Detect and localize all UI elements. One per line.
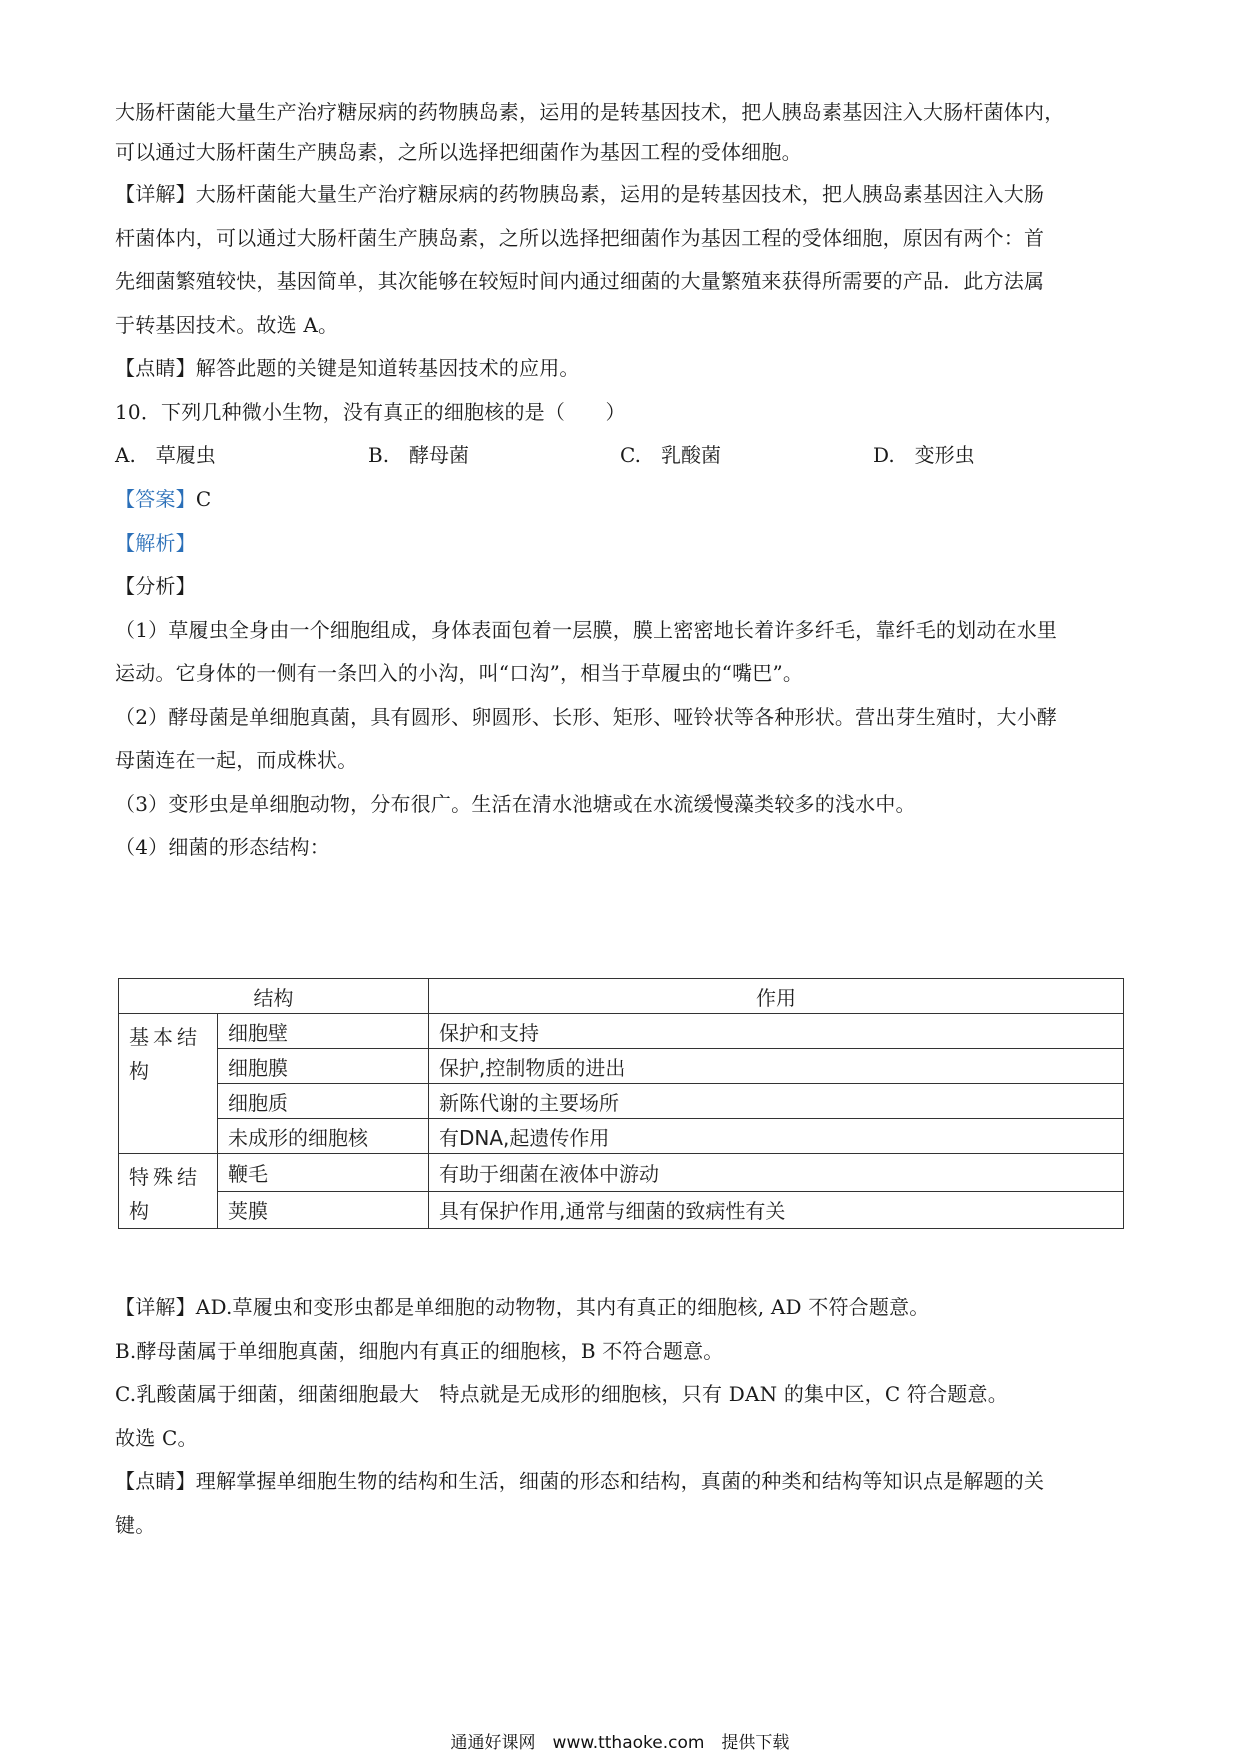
table-row: [119, 1084, 1124, 1119]
structure-part: 鞭毛: [218, 1154, 429, 1192]
table-row: [119, 1014, 1124, 1049]
option-d: D. 变形虫: [873, 443, 975, 467]
analysis-label: 【解析】: [115, 531, 196, 555]
group-special-structure: 特殊结构: [119, 1154, 218, 1229]
analysis-point-2: （2）酵母菌是单细胞真菌，具有圆形、卵圆形、长形、矩形、哑铃状等各种形状。营出芽生殖时，大小酵: [115, 705, 1058, 729]
structure-part: 未成形的细胞核: [218, 1119, 429, 1154]
question-10: 10．下列几种微小生物，没有真正的细胞核的是（ ）: [115, 400, 626, 424]
structure-function: 新陈代谢的主要场所: [429, 1084, 1124, 1119]
q10-detail-line: B.酵母菌属于单细胞真菌，细胞内有真正的细胞核，B 不符合题意。: [115, 1339, 724, 1363]
structure-part: 细胞膜: [218, 1049, 429, 1084]
table-row: [119, 1119, 1124, 1154]
bacteria-structure-table: [118, 978, 1124, 1229]
q10-detail-line: 【详解】AD.草履虫和变形虫都是单细胞的动物物，其内有真正的细胞核, AD 不符合题意。: [115, 1295, 930, 1319]
analysis-text-line: 可以通过大肠杆菌生产胰岛素，之所以选择把细菌作为基因工程的受体细胞。: [115, 140, 802, 164]
answer-line: [115, 484, 1135, 514]
table-row: [119, 1191, 1124, 1229]
structure-part: 细胞壁: [218, 1014, 429, 1049]
q9-detail-line: 杆菌体内，可以通过大肠杆菌生产胰岛素，之所以选择把细菌作为基因工程的受体细胞，原因有两个：首: [115, 226, 1045, 250]
fenxi-label: 【分析】: [115, 574, 196, 598]
q9-detail-line: 于转基因技术。故选 A。: [115, 313, 339, 337]
q10-tip-cont: 键。: [115, 1513, 156, 1537]
q10-tip: 【点睛】理解掌握单细胞生物的结构和生活，细菌的形态和结构，真菌的种类和结构等知识点是解题的关: [115, 1469, 1045, 1493]
structure-function: 具有保护作用,通常与细菌的致病性有关: [429, 1191, 1124, 1229]
analysis-point-2-cont: 母菌连在一起，而成株状。: [115, 748, 358, 772]
answer-label: 【答案】: [115, 487, 196, 511]
q10-detail-line: C.乳酸菌属于细菌，细菌细胞最大 特点就是无成形的细胞核，只有 DAN 的集中区，C 符合题意。: [115, 1382, 1008, 1406]
table-header-row: [119, 979, 1124, 1014]
page-footer: 通通好课网 www.tthaoke.com 提供下载: [450, 1733, 790, 1753]
option-a: A. 草履虫: [115, 443, 216, 467]
analysis-point-1-cont: 运动。它身体的一侧有一条凹入的小沟，叫“口沟”，相当于草履虫的“嘴巴”。: [115, 661, 804, 685]
table-row: [119, 1049, 1124, 1084]
analysis-point-3: （3）变形虫是单细胞动物，分布很广。生活在清水池塘或在水流缓慢藻类较多的浅水中。: [115, 792, 916, 816]
structure-function: 有DNA,起遗传作用: [429, 1119, 1124, 1154]
structure-function: 保护,控制物质的进出: [429, 1049, 1124, 1084]
answer-value: C: [195, 487, 212, 511]
group-basic-structure: 基本结构: [119, 1014, 218, 1154]
q9-detail-line: 先细菌繁殖较快，基因简单，其次能够在较短时间内通过细菌的大量繁殖来获得所需要的产品．此方法属: [115, 269, 1045, 293]
analysis-point-1: （1）草履虫全身由一个细胞组成，身体表面包着一层膜，膜上密密地长着许多纤毛，靠纤毛的划动在水里: [115, 618, 1058, 642]
analysis-text-line: 大肠杆菌能大量生产治疗糖尿病的药物胰岛素，运用的是转基因技术，把人胰岛素基因注入大肠杆菌体内，: [115, 100, 1065, 124]
analysis-point-4: （4）细菌的形态结构：: [115, 835, 330, 859]
structure-function: 有助于细菌在液体中游动: [429, 1154, 1124, 1192]
structure-part: 细胞质: [218, 1084, 429, 1119]
q10-detail-line: 故选 C。: [115, 1426, 198, 1450]
table-row: [119, 1154, 1124, 1192]
q9-detail-line: 【详解】大肠杆菌能大量生产治疗糖尿病的药物胰岛素，运用的是转基因技术，把人胰岛素基因注入大肠: [115, 182, 1045, 206]
option-b: B. 酵母菌: [368, 443, 470, 467]
header-structure: 结构: [119, 979, 429, 1014]
structure-part: 荚膜: [218, 1191, 429, 1229]
header-function: 作用: [429, 979, 1124, 1014]
structure-function: 保护和支持: [429, 1014, 1124, 1049]
q9-tip: 【点睛】解答此题的关键是知道转基因技术的应用。: [115, 356, 580, 380]
option-c: C. 乳酸菌: [620, 443, 721, 467]
